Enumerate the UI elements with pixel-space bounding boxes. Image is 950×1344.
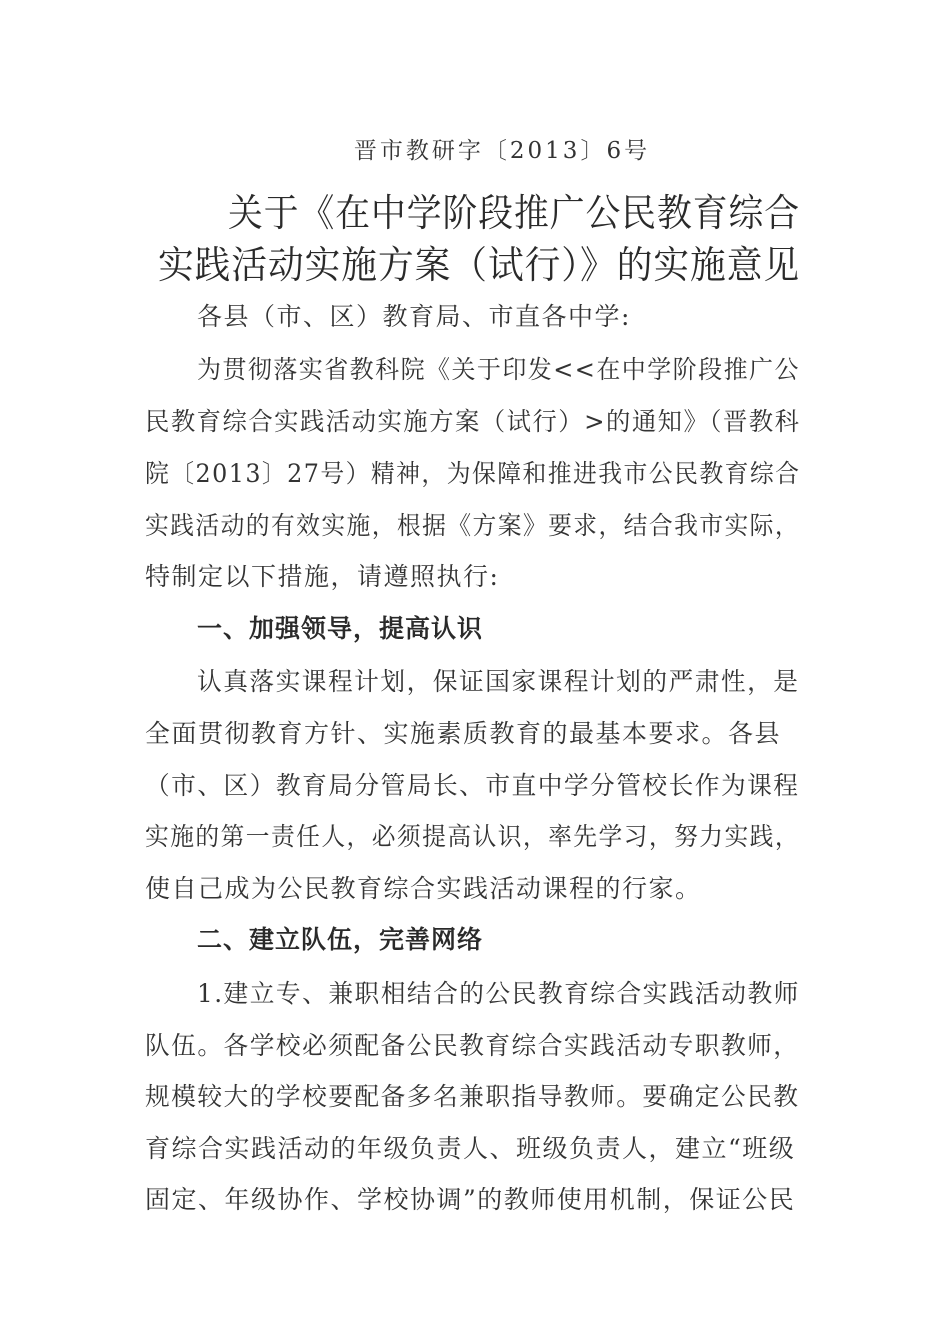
section2-paragraph-line: 育综合实践活动的年级负责人、班级负责人，建立“班级 [145,1134,796,1163]
section-heading-1: 一、加强领导，提高认识 [197,614,484,643]
intro-paragraph-line: 实践活动的有效实施，根据《方案》要求，结合我市实际， [145,511,801,540]
document-title-line-2: 实践活动实施方案（试行）》的实施意见 [158,243,801,287]
document-number: 晋市教研字〔2013〕6号 [353,138,651,164]
intro-paragraph-line: 特制定以下措施，请遵照执行: [145,562,500,591]
intro-paragraph-line: 民教育综合实践活动实施方案（试行）>的通知》（晋教科 [145,407,801,436]
section1-paragraph-line: 认真落实课程计划，保证国家课程计划的严肃性，是 [197,667,800,696]
section2-paragraph-line: 1.建立专、兼职相结合的公民教育综合实践活动教师 [197,979,800,1008]
section2-paragraph-line: 队伍。各学校必须配备公民教育综合实践活动专职教师， [145,1031,800,1060]
section1-paragraph-line: 实施的第一责任人，必须提高认识，率先学习，努力实践， [145,822,801,851]
section2-paragraph-line: 规模较大的学校要配备多名兼职指导教师。要确定公民教 [145,1082,800,1111]
section1-paragraph-line: 使自己成为公民教育综合实践活动课程的行家。 [145,874,702,903]
section1-paragraph-line: （市、区）教育局分管局长、市直中学分管校长作为课程 [145,771,800,800]
document-title-line-1: 关于《在中学阶段推广公民教育综合 [228,191,801,235]
salutation: 各县（市、区）教育局、市直各中学: [197,302,631,331]
intro-paragraph-line: 为贯彻落实省教科院《关于印发<<在中学阶段推广公 [197,355,800,384]
intro-paragraph-line: 院〔2013〕27号）精神，为保障和推进我市公民教育综合 [145,459,801,488]
section2-paragraph-line: 固定、年级协作、学校协调”的教师使用机制，保证公民 [145,1185,796,1214]
section-heading-2: 二、建立队伍，完善网络 [197,925,484,954]
section1-paragraph-line: 全面贯彻教育方针、实施素质教育的最基本要求。各县 [145,719,782,748]
